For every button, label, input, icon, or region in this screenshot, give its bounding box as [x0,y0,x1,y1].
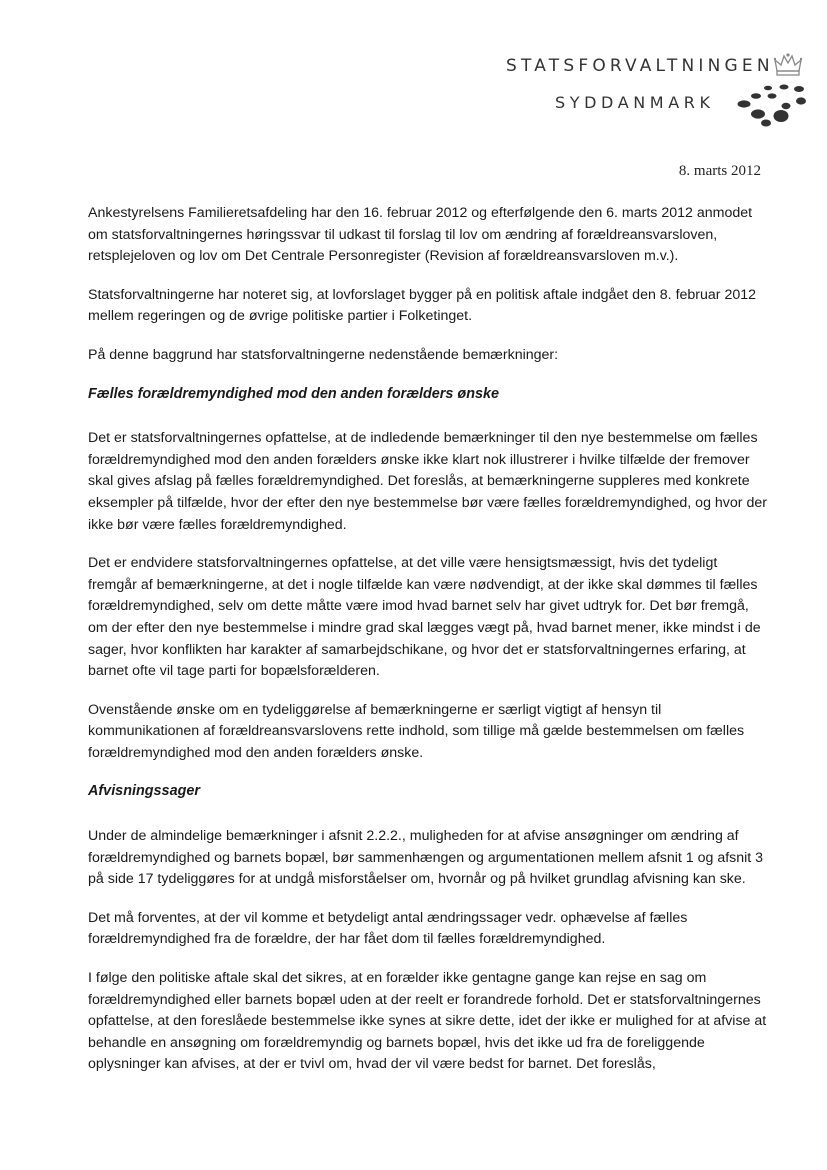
section-heading-joint-custody: Fælles forældremyndighed mod den anden forælders ønske [88,385,500,402]
document-date: 8. marts 2012 [678,163,761,179]
paragraph: Det er endvidere statsforvaltningernes opfattelse, at det ville være hensigtsmæssigt, hvis det tydeligt fremgår af bemærkningerne, at det i nogle tilfælde kan være nødvendigt, at der ikke skal dømmes til fælles forældremyndighed, selv om dette måtte være imod hvad barnet selv har givet udtryk for. Det bør fremgå, om der efter den nye bestemmelse i mindre grad skal lægges vægt på, hvad barnet mener, ikke mindst i de sager, hvor konflikten har karakter af samarbejdschikane, og hvor det er statsforvaltningernes erfaring, at barnet ofte vil tage parti for bopælsforælderen. [88,555,761,680]
letterhead [0,0,827,140]
paragraph: Statsforvaltningerne har noteret sig, at lovforslaget bygger på en politisk aftale indgået den 8. februar 2012 mellem regeringen og de øvrige politiske partier i Folketinget. [88,286,757,325]
section-heading-dismissal-cases: Afvisningssager [88,783,200,800]
paragraph: Det er statsforvaltningernes opfattelse, at de indledende bemærkninger til den nye bestemmelse om fælles forældremyndighed mod den anden forælders ønske ikke klart nok illustrerer i hvilke tilfælde der fremover skal gives afslag på fælles forældremyndighed. Det foreslås, at bemærkningerne suppleres med konkrete eksempler på tilfælde, hvor der efter den nye bestemmelse bør være fælles forældremyndighed, og hvor der ikke bør være fælles forældremyndighed. [88,430,767,533]
paragraph: På denne baggrund har statsforvaltningerne nedenstående bemærkninger: [88,346,559,363]
organization-name: STATSFORVALTNINGEN [506,56,774,76]
crown-icon [773,52,803,78]
paragraph: Under de almindelige bemærkninger i afsnit 2.2.2., muligheden for at afvise ansøgninger om ændring af forældremyndighed og barnets bopæl, bør sammenhængen og argumentationen mellem afsnit 1 og afsnit 3 på side 17 tydeliggøres for at undgå misforståelser om, hvornår og på hvilket grundlag afvisning kan ske. [88,828,764,888]
paragraph: Det må forventes, at der vil komme et betydeligt antal ændringssager vedr. ophævelse af fælles forældremyndighed fra de forældre, der har fået dom til fælles forældremyndighed. [88,909,688,948]
paragraph: I følge den politiske aftale skal det sikres, at en forælder ikke gentagne gange kan rejse en sag om forældremyndighed eller barnets bopæl uden at der reelt er forandrede forhold. Det er statsforvaltningernes opfattelse, at den foreslåede bestemmelse ikke synes at sikre dette, idet der ikke er mulighed for at afvise at behandle en ansøgning om forældremyndig og barnets bopæl, hvis det ikke ud fra de foreliggende oplysninger kan afvises, at der er tvivl om, hvad der vil være bedst for barnet. Det foreslås, [88,970,767,1073]
paragraph: Ovenstående ønske om en tydeliggørelse af bemærkningerne er særligt vigtigt af hensyn til kommunikationen af forældreansvarslovens rette indhold, som tillige må gælde bestemmelsen om fælles forældremyndighed mod den anden forælders ønske. [88,701,745,761]
paragraph: Ankestyrelsens Familieretsafdeling har den 16. februar 2012 og efterfølgende den 6. marts 2012 anmodet om statsforvaltningernes høringssvar til udkast til forslag til lov om ændring af forældreansvarsloven, retsplejeloven og lov om Det Centrale Personregister (Revision af forældreansvarsloven m.v.). [88,205,753,265]
letter-body [88,203,768,1093]
organization-region: SYDDANMARK [555,93,715,112]
dots-logo-icon [734,82,806,128]
